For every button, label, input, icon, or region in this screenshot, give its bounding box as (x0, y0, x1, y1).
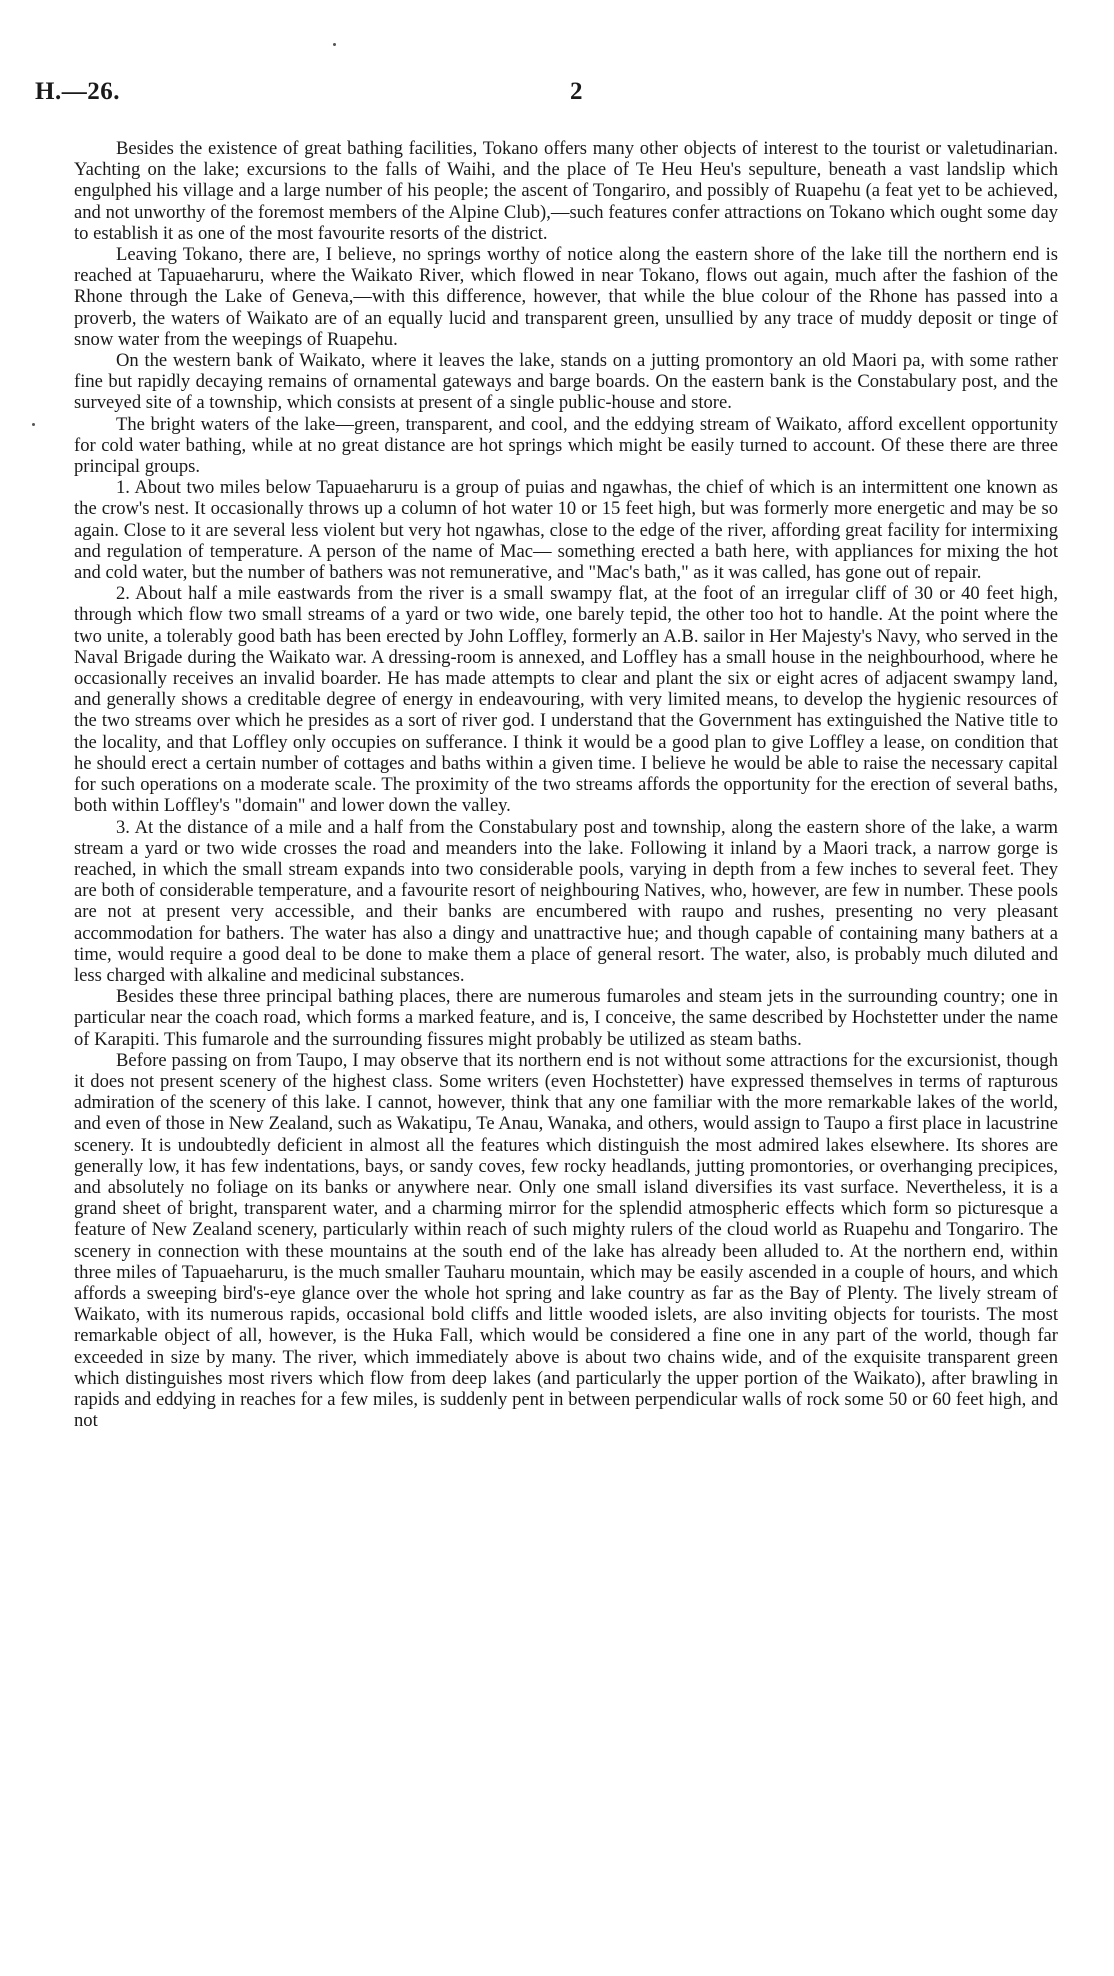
scan-speck (32, 423, 35, 426)
paragraph-group-two: 2. About half a mile eastwards from the river is a small swampy flat, at the foot of an irregular cliff of 30 or 40 feet high, through which flow two small streams of a yard or two wide, one barely tepid, the other too hot to handle. At the point where the two unite, a tolerably good bath has been erected by John Loffley, formerly an A.B. sailor in Her Majesty's Navy, who served in the Naval Brigade during the Waikato war. A dressing-room is annexed, and Loffley has a small house in the neighbourhood, where he occasionally receives an invalid boarder. He has made attempts to clear and plant the six or eight acres of adjacent swampy land, and generally shows a creditable degree of energy in endeavouring, with very limited means, to develop the hygienic resources of the two streams over which he presides as a sort of river god. I understand that the Government has extinguished the Native title to the locality, and that Loffley only occupies on sufferance. I think it would be a good plan to give Loffley a lease, on condition that he should erect a certain number of cottages and baths within a given time. I believe he would be able to raise the necessary capital for such operations on a moderate scale. The proximity of the two streams affords the opportunity for the erection of several baths, both within Loffley's "domain" and lower down the valley. (74, 583, 1058, 817)
paragraph-group-three: 3. At the distance of a mile and a half from the Constabulary post and township, along the eastern shore of the lake, a warm stream a yard or two wide crosses the road and meanders into the lake. Following it inland by a Maori track, a narrow gorge is reached, in which the small stream expands into two considerable pools, varying in depth from a few inches to several feet. They are both of considerable temperature, and a favourite resort of neighbouring Natives, who, however, are few in number. These pools are not at present very accessible, and their banks are encumbered with raupo and rushes, presenting no very pleasant accommodation for bathers. The water has also a dingy and unattractive hue; and though capable of containing many bathers at a time, would require a good deal to be done to make them a place of general resort. The water, also, is probably much diluted and less charged with alkaline and medicinal substances. (74, 816, 1058, 986)
document-reference: H.—26. (35, 78, 120, 105)
paragraph-group-one: 1. About two miles below Tapuaeharuru is a group of puias and ngawhas, the chief of which is an intermittent one known as the crow's nest. It occasionally throws up a column of hot water 10 or 15 feet high, but was formerly more energetic and may be so again. Close to it are several less violent but very hot ngawhas, close to the edge of the river, affording great facility for intermixing and regulation of temperature. A person of the name of Mac— something erected a bath here, with appliances for mixing the hot and cold water, but the number of bathers was not remunerative, and "Mac's bath," as it was called, has gone out of repair. (74, 477, 1058, 584)
paragraph-bathing-opportunity: The bright waters of the lake—green, transparent, and cool, and the eddying stream of Waikato, afford excellent opportunity for cold water bathing, while at no great distance are hot springs which might be easily turned to account. Of these there are three principal groups. (74, 413, 1058, 478)
scan-speck (333, 43, 336, 46)
paragraph-tokano-attractions: Besides the existence of great bathing facilities, Tokano offers many other objects of interest to the tourist or valetudinarian. Yachting on the lake; excursions to the falls of Waihi, and the place of Te Heu Heu's sepulture, beneath a vast landslip which engulphed his village and a large number of his people; the ascent of Tongariro, and possibly of Ruapehu (a feat yet to be achieved, and not unworthy of the foremost members of the Alpine Club),—such features confer attractions on Tokano which ought some day to establish it as one of the most favourite resorts of the district. (74, 138, 1058, 244)
body-text (74, 138, 1058, 1431)
paragraph-fumaroles: Besides these three principal bathing places, there are numerous fumaroles and steam jets in the surrounding country; one in particular near the coach road, which forms a marked feature, and is, I conceive, the same described by Hochstetter under the name of Karapiti. This fumarole and the surrounding fissures might probably be utilized as steam baths. (74, 986, 1058, 1050)
page-number: 2 (570, 78, 583, 105)
page-header (35, 78, 1060, 110)
paragraph-taupo-scenery: Before passing on from Taupo, I may observe that its northern end is not without some attractions for the excursionist, though it does not present scenery of the highest class. Some writers (even Hochstetter) have expressed themselves in terms of rapturous admiration of the scenery of this lake. I cannot, however, think that any one familiar with the more remarkable lakes of the world, and even of those in New Zealand, such as Wakatipu, Te Anau, Wanaka, and others, would assign to Taupo a first place in lacustrine scenery. It is undoubtedly deficient in almost all the features which distinguish the most admired lakes elsewhere. Its shores are generally low, it has few indentations, bays, or sandy coves, few rocky headlands, jutting promontories, or overhanging precipices, and absolutely no foliage on its banks or anywhere near. Only one small island diversifies its vast surface. Nevertheless, it is a grand sheet of bright, transparent water, and a charming mirror for the splendid atmospheric effects which form so picturesque a feature of New Zealand scenery, particularly within reach of such mighty rulers of the cloud world as Ruapehu and Tongariro. The scenery in connection with these mountains at the south end of the lake has already been alluded to. At the northern end, within three miles of Tapuaeharuru, is the much smaller Tauharu mountain, which may be easily ascended in a couple of hours, and which affords a sweeping bird's-eye glance over the whole hot spring and lake country as far as the Bay of Plenty. The lively stream of Waikato, with its numerous rapids, occasional bold cliffs and little wooded islets, are also inviting objects for tourists. The most remarkable object of all, however, is the Huka Fall, which would be considered a fine one in any part of the world, though far exceeded in size by many. The river, which immediately above is about two chains wide, and of the exquisite transparent green which distinguishes most rivers which flow from deep lakes (and particularly the upper portion of the Waikato), after brawling in rapids and eddying in reaches for a few miles, is suddenly pent in between perpendicular walls of rock some 50 or 60 feet high, and not (74, 1049, 1058, 1432)
paragraph-leaving-tokano: Leaving Tokano, there are, I believe, no springs worthy of notice along the eastern shore of the lake till the northern end is reached at Tapuaeharuru, where the Waikato River, which flowed in near Tokano, flows out again, much after the fashion of the Rhone through the Lake of Geneva,—with this difference, however, that while the blue colour of the Rhone has passed into a proverb, the waters of Waikato are of an equally lucid and transparent green, unsullied by any trace of muddy deposit or tinge of snow water from the weepings of Ruapehu. (74, 244, 1058, 350)
paragraph-western-bank: On the western bank of Waikato, where it leaves the lake, stands on a jutting promontory an old Maori pa, with some rather fine but rapidly decaying remains of ornamental gateways and barge boards. On the eastern bank is the Constabulary post, and the surveyed site of a township, which consists at present of a single public-house and store. (74, 350, 1058, 414)
